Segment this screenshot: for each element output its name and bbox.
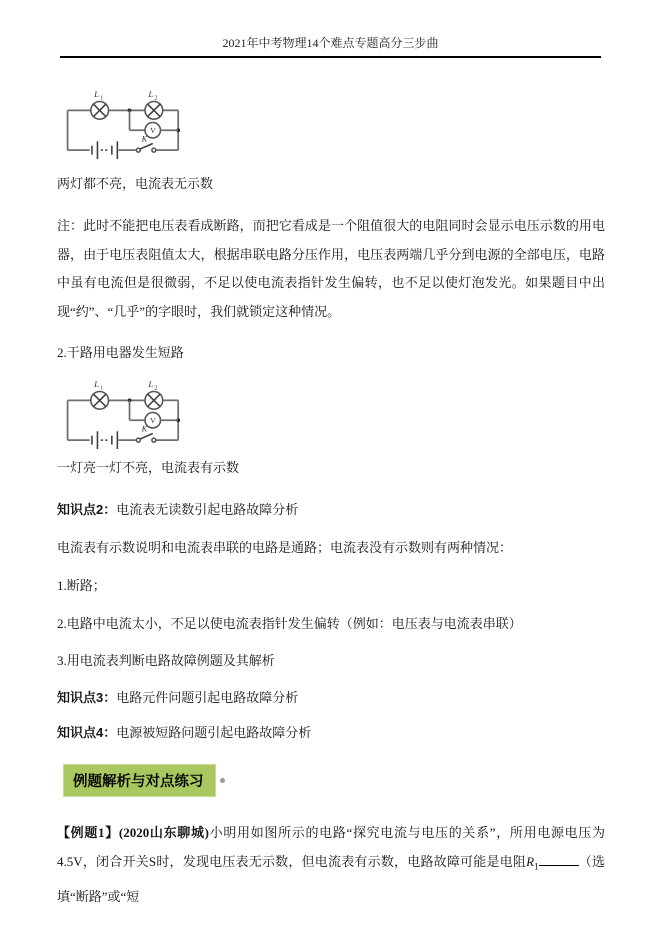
header-rule: [60, 56, 601, 58]
example1-paragraph: [57, 818, 605, 911]
section-banner: 例题解析与对点练习: [63, 764, 216, 797]
resistor-subscript: 1: [534, 861, 539, 872]
knowledge-point-2: [57, 501, 605, 519]
kp4-text: 电源被短路问题引起电路故障分析: [116, 725, 312, 740]
voltmeter-label: V: [150, 126, 156, 136]
subheading-short-circuit: 2.干路用电器发生短路: [57, 345, 184, 360]
lamp-L1-label: L: [94, 379, 100, 390]
example1-label: 【例题1】(2020山东聊城): [57, 825, 209, 840]
kp2-label: 知识点2：: [57, 502, 117, 517]
switch-label: K: [141, 424, 148, 434]
kp4-label: 知识点4：: [57, 725, 117, 740]
lamp-L2-sub: 2: [154, 385, 158, 392]
circuit1-caption: 两灯都不亮，电流表无示数: [57, 176, 214, 191]
note-paragraph: 注：此时不能把电压表看成断路，而把它看成是一个阻值很大的电阻同时会显示电压示数的用电器，由于电压表阻值太大，根据串联电路分压作用，电压表两端几乎分到电源的全部电压，电路中虽有电流但是很微弱，不足以使电流表指针发生偏转，也不足以使灯泡发光。如果题目中出现“约”、“几乎”的字眼时，我们就锁定这种情况。: [57, 218, 605, 319]
anchor-dot-icon: [220, 778, 225, 783]
page-header: [0, 0, 661, 51]
answer-blank: [539, 853, 579, 866]
circuit-diagram-2: [63, 376, 185, 449]
kp2-text: 电流表无读数引起电路故障分析: [116, 502, 299, 517]
page-content: [57, 86, 605, 911]
list-item: 1.断路；: [57, 578, 106, 593]
lamp-L2-label: L: [148, 89, 154, 100]
list-item: 2.电路中电流太小，不足以使电流表指针发生偏转（例如：电压表与电流表串联）: [57, 616, 522, 631]
switch-label: K: [141, 134, 148, 144]
circuit-diagram-1: [63, 86, 185, 159]
lamp-L2-label: L: [148, 379, 154, 390]
kp3-label: 知识点3：: [57, 690, 117, 705]
lamp-L1-label: L: [94, 89, 100, 100]
section-banner-row: [63, 764, 605, 797]
resistor-symbol: R: [526, 854, 535, 869]
lamp-L1-sub: 1: [100, 95, 104, 102]
kp2-paragraph: 电流表有示数说明和电流表串联的电路是通路；电流表没有示数则有两种情况：: [57, 540, 513, 555]
header-title: 2021年中考物理14个难点专题高分三步曲: [222, 36, 439, 50]
voltmeter-label: V: [150, 416, 156, 426]
example1-text1: 小明用如图所示的电路“探究电流与电压的关系”，所用电源电压为4.5V，闭合开关S时，发现电压表无示数，但电流表有示数，电路故障可能是电阻: [57, 825, 605, 869]
knowledge-point-3: [57, 689, 605, 707]
lamp-L1-sub: 1: [100, 385, 104, 392]
example1-text2: （选填“断路”或“短: [57, 854, 605, 904]
circuit2-caption: 一灯亮一灯不亮，电流表有示数: [57, 460, 240, 475]
list-item: 3.用电流表判断电路故障例题及其解析: [57, 653, 275, 668]
lamp-L2-sub: 2: [154, 95, 158, 102]
knowledge-point-4: [57, 724, 605, 742]
kp3-text: 电路元件问题引起电路故障分析: [116, 690, 299, 705]
